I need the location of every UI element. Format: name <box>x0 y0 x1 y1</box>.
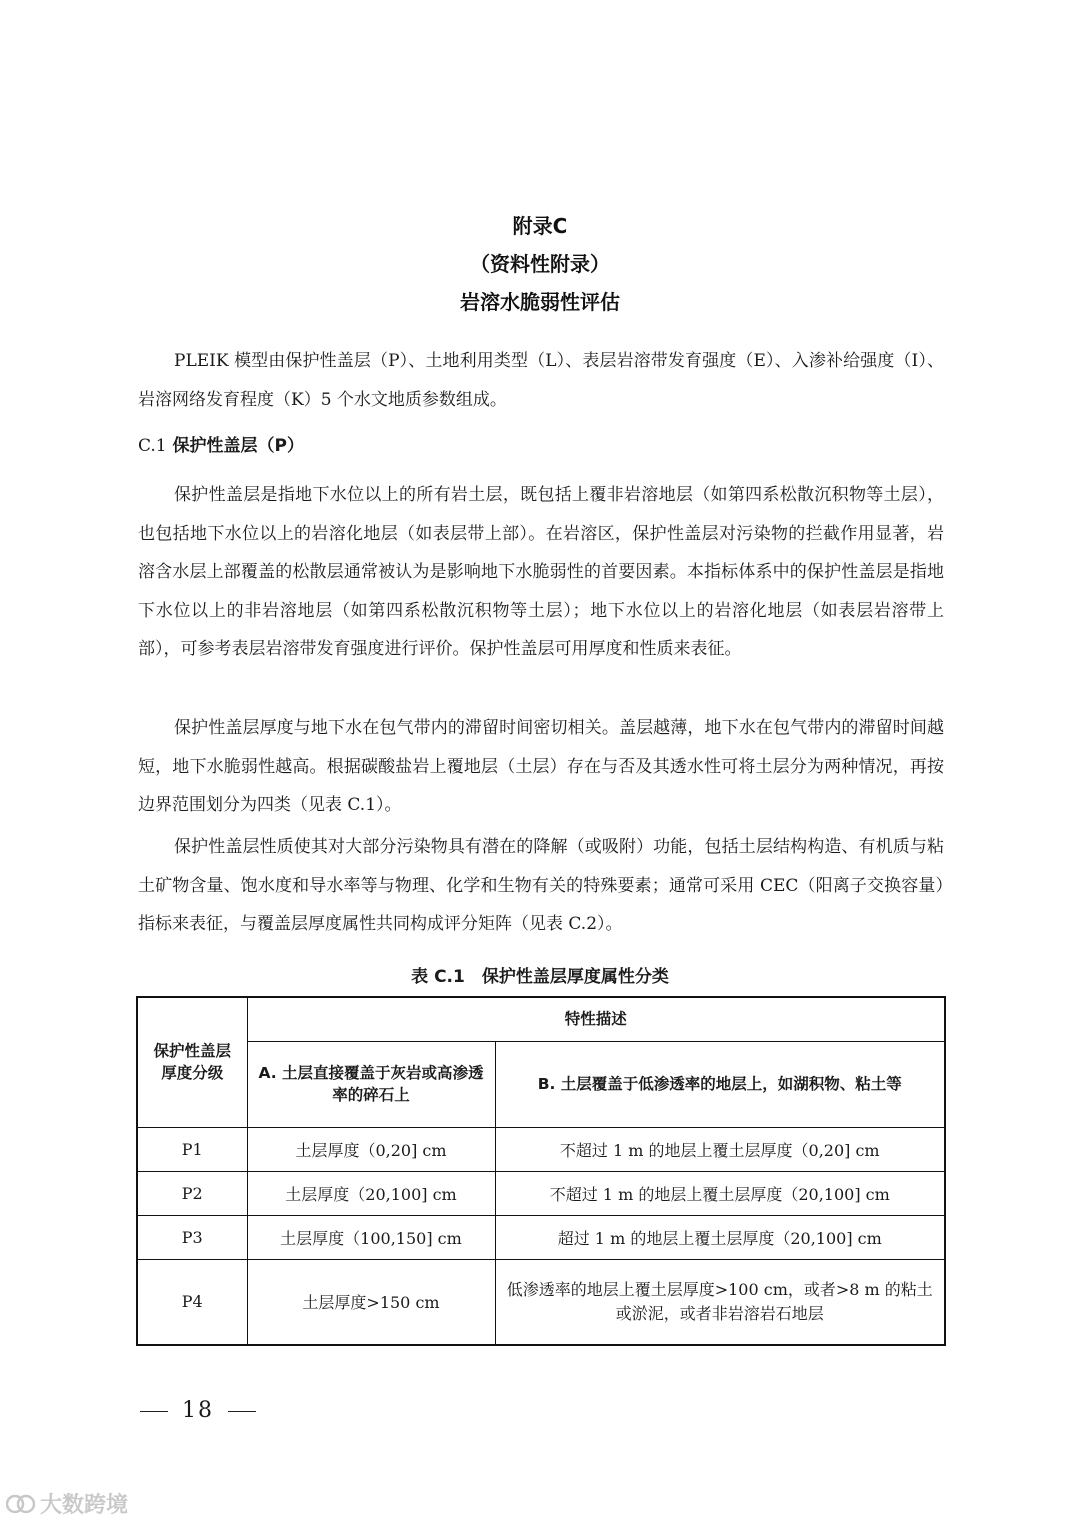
desc-b-cell: 不超过 1 m 的地层上覆土层厚度（0,20] cm <box>495 1127 945 1171</box>
desc-a-cell: 土层厚度（0,20] cm <box>247 1127 495 1171</box>
paragraph-definition: 保护性盖层是指地下水位以上的所有岩土层，既包括上覆非岩溶地层（如第四系松散沉积物等土层），也包括地下水位以上的岩溶化地层（如表层带上部）。在岩溶区，保护性盖层对污染物的拦截作用显著，岩溶含水层上部覆盖的松散层通常被认为是影响地下水脆弱性的首要因素。本指标体系中的保护性盖层是指地下水位以上的非岩溶地层（如第四系松散沉积物等土层）；地下水位以上的岩溶化地层（如表层岩溶带上部），可参考表层岩溶带发育强度进行评价。保护性盖层可用厚度和性质来表征。 <box>138 485 944 660</box>
watermark-text: 大数跨境 <box>40 1493 129 1518</box>
watermark <box>6 1488 128 1519</box>
table-row <box>137 1215 945 1259</box>
page-footer <box>140 1398 256 1423</box>
appendix-title: 附录C <box>512 214 568 238</box>
desc-b-cell: 不超过 1 m 的地层上覆土层厚度（20,100] cm <box>495 1171 945 1215</box>
table-row <box>137 1127 945 1171</box>
desc-a-cell: 土层厚度（20,100] cm <box>247 1171 495 1215</box>
paragraph-thickness: 保护性盖层厚度与地下水在包气带内的滞留时间密切相关。盖层越薄，地下水在包气带内的滞留时间越短，地下水脆弱性越高。根据碳酸盐岩上覆地层（土层）存在与否及其透水性可将土层分为两种情况，再按边界范围划分为四类（见表 C.1）。 <box>138 718 944 816</box>
desc-a-cell: 土层厚度>150 cm <box>247 1259 495 1345</box>
section-title: 保护性盖层（P） <box>172 436 305 456</box>
appendix-heading: 岩溶水脆弱性评估 <box>460 290 620 314</box>
grade-cell: P2 <box>137 1171 247 1215</box>
footer-dash-left <box>140 1411 168 1412</box>
table-row <box>137 1171 945 1215</box>
footer-dash-right <box>228 1411 256 1412</box>
appendix-subtitle: （资料性附录） <box>470 252 610 276</box>
section-number: C.1 <box>138 436 167 456</box>
desc-b-cell: 低渗透率的地层上覆土层厚度>100 cm，或者>8 m 的粘土或淤泥，或者非岩溶岩石地层 <box>495 1259 945 1345</box>
table-caption: 表 C.1 保护性盖层厚度属性分类 <box>411 967 669 987</box>
table-row <box>137 1259 945 1345</box>
table-header-b: B. 土层覆盖于低渗透率的地层上，如湖积物、粘土等 <box>495 1041 945 1127</box>
desc-a-cell: 土层厚度（100,150] cm <box>247 1215 495 1259</box>
table-header-a: A. 土层直接覆盖于灰岩或高渗透率的碎石上 <box>247 1041 495 1127</box>
page-number: 18 <box>182 1398 214 1423</box>
classification-table <box>136 996 946 1346</box>
grade-cell: P4 <box>137 1259 247 1345</box>
intro-paragraph: PLEIK 模型由保护性盖层（P）、土地利用类型（L）、表层岩溶带发育强度（E）、入渗补给强度（I）、岩溶网络发育程度（K）5 个水文地质参数组成。 <box>138 351 944 410</box>
section-heading <box>138 430 304 462</box>
paragraph-properties: 保护性盖层性质使其对大部分污染物具有潜在的降解（或吸附）功能，包括土层结构构造、有机质与粘土矿物含量、饱水度和导水率等与物理、化学和生物有关的特殊要素；通常可采用 CEC（阳离子交换容量）指标来表征，与覆盖层厚度属性共同构成评分矩阵（见表 C.2）。 <box>138 837 944 935</box>
watermark-logo-icon <box>6 1491 36 1517</box>
table-header-grade <box>137 997 247 1127</box>
grade-cell: P3 <box>137 1215 247 1259</box>
header-grade-text: 保护性盖层厚度分级 <box>153 1042 231 1083</box>
grade-cell: P1 <box>137 1127 247 1171</box>
table-header-desc: 特性描述 <box>247 997 945 1041</box>
desc-b-cell: 超过 1 m 的地层上覆土层厚度（20,100] cm <box>495 1215 945 1259</box>
